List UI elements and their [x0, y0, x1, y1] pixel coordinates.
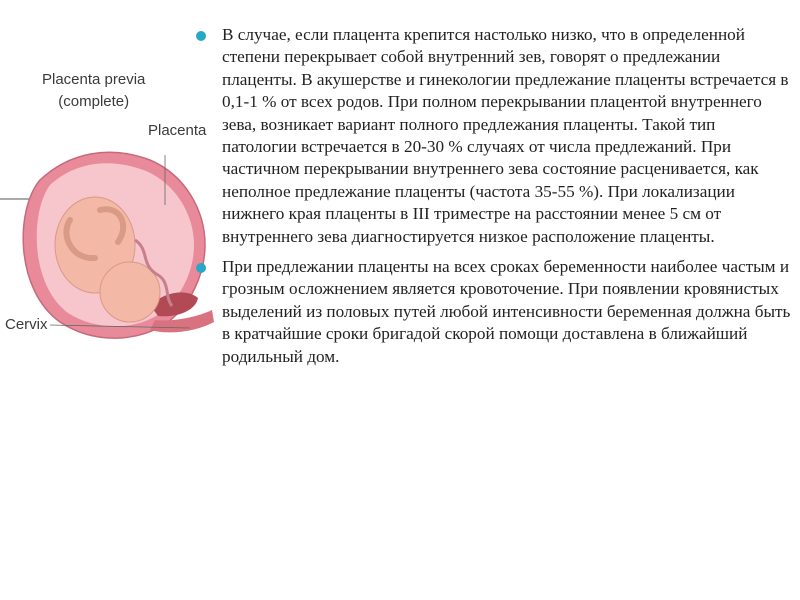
cervix-label: Cervix: [5, 316, 48, 333]
placenta-label: Placenta: [148, 122, 207, 139]
bullet-item: [194, 24, 794, 248]
diagram-title: [42, 69, 145, 113]
diagram-title-line2: (complete): [58, 93, 130, 110]
bullet-dot-icon: [196, 263, 206, 273]
bullet-text: При предлежании плаценты на всех сроках беременности наиболее частым и грозным осложнением является кровоточение. При появлении кровянистых выделений из половых путей любой интенсивности беременная должна быть в кратчайшие сроки бригадой скорой помощи доставлена в ближайший родильный дом.: [222, 257, 791, 366]
text-column: [194, 24, 794, 376]
bullet-item: [194, 256, 794, 368]
bullet-text: В случае, если плацента крепится настолько низко, что в определенной степени перекрывает собой внутренний зев, говорят о предлежании плаценты. В акушерстве и гинекологии предлежание плаценты встречается в 0,1-1 % от всех родов. При полном перекрывании плацентой внутреннего зева, возникает вариант полного предлежания плаценты. Такой тип патологии встречается в 20-30 % случаях от числа предлежаний. При частичном перекрывании внутреннего зева состояние расценивается, как неполное предлежание плаценты (частота 35-55 %). При локализации нижнего края плаценты в III триместре на расстоянии менее 5 см от внутреннего зева диагностируется низкое расположение плаценты.: [222, 25, 789, 246]
diagram-title-line1: Placenta previa: [42, 71, 146, 88]
bullet-dot-icon: [196, 31, 206, 41]
